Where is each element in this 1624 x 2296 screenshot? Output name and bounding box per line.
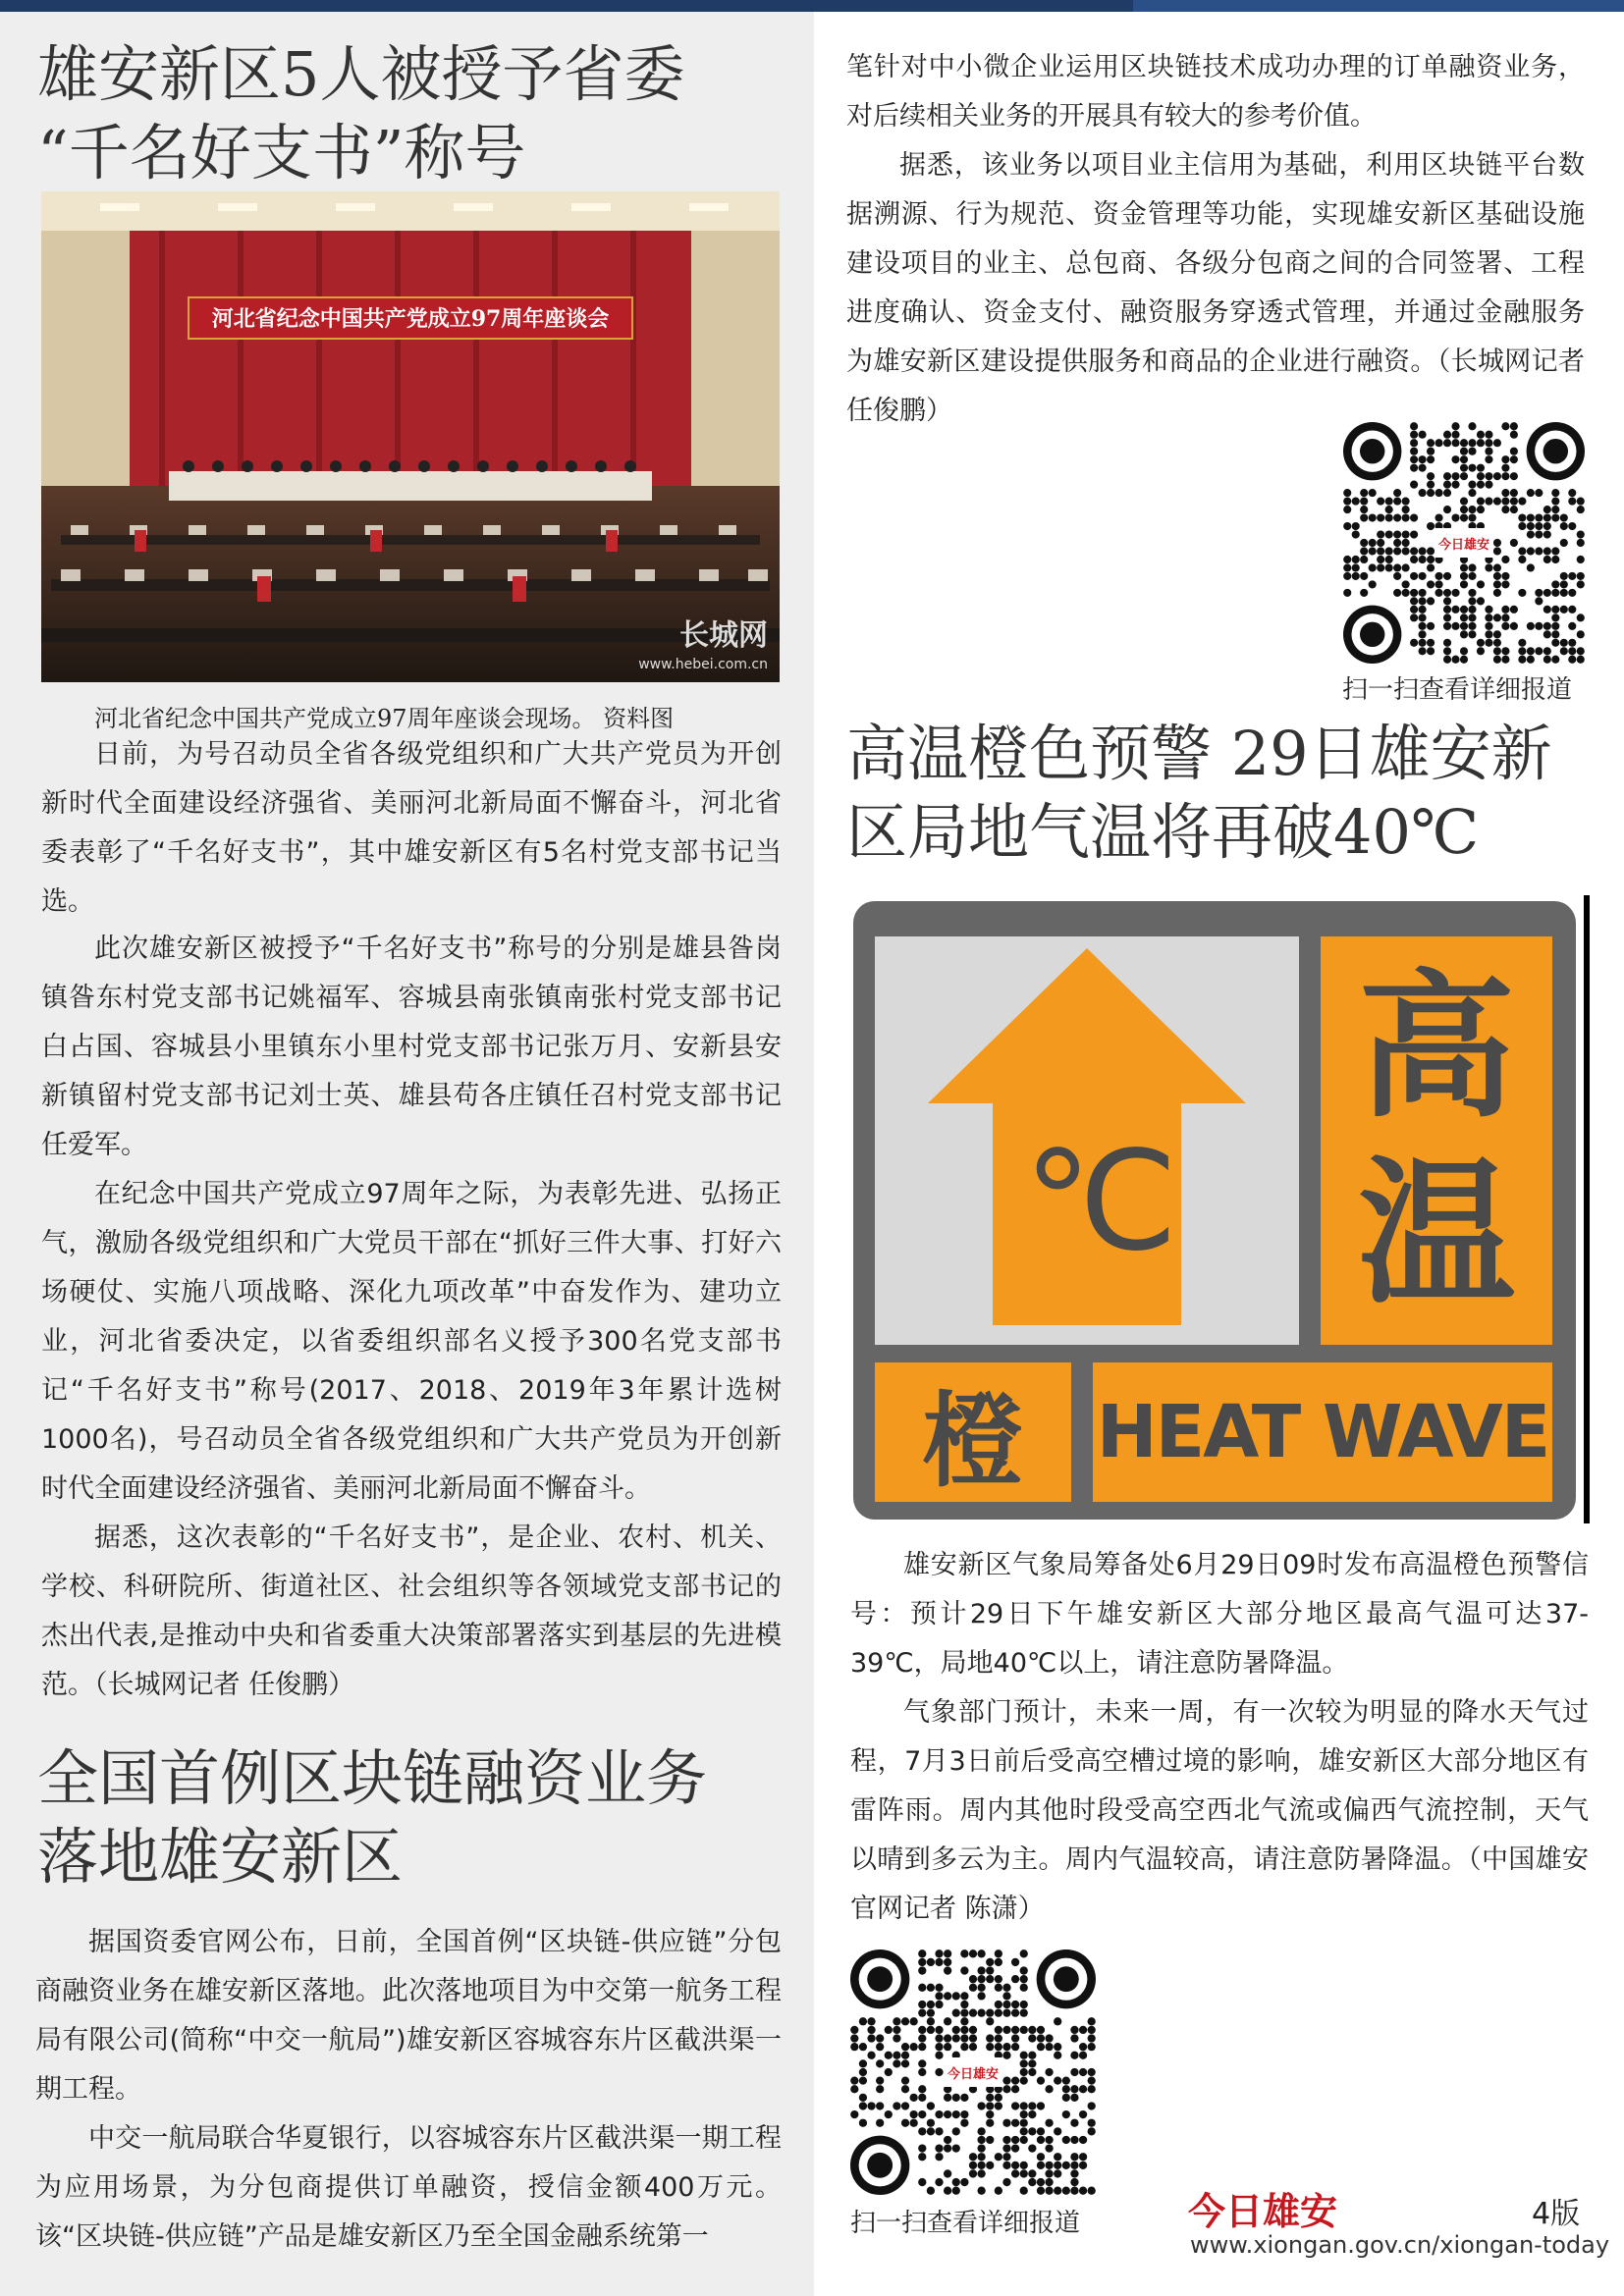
house-arrow-icon (875, 936, 1299, 1345)
article2-qr-code[interactable] (1343, 422, 1585, 664)
article1-paragraph-3: 在纪念中国共产党成立97周年之际，为表彰先进、弘扬正气，激励各级党组织和广大党员干部在“抓好三件大事、打好六场硬仗、实施八项战略、深化九项改革”中奋发作为、建功立业，河北省委决定，以省委组织部名义授予300名党支部书记“千名好支书”称号(2017、2018、2019年3年累计选树1000名)，号召动员全省各级党组织和广大共产党员为开创新时代全面建设经济强省、美丽河北新局面不懈奋斗。 (41, 1179, 782, 1504)
photo-banner-text: 河北省纪念中国共产党成立97周年座谈会 (211, 306, 610, 332)
article2-title-line1: 全国首例区块链融资业务 (37, 1742, 708, 1814)
sign-english-panel (1093, 1362, 1552, 1502)
article3-paragraph-2: 气象部门预计，未来一周，有一次较为明显的降水天气过程，7月3日前后受高空槽过境的影响，雄安新区大部分地区有雷阵雨。周内其他时段受高空西北气流或偏西气流控制，天气以晴到多云为主。周内气温较高，请注意防暑降温。（中国雄安官网记者 陈潇） (850, 1697, 1589, 1924)
photo-watermark: 长城网 (679, 618, 768, 653)
qr-logo (944, 2057, 1002, 2087)
article3-title-line1: 高温橙色预警 29日雄安新 (846, 718, 1552, 789)
sign-char-gao: 高 (1357, 955, 1515, 1139)
photo-watermark-url: www.hebei.com.cn (638, 657, 768, 672)
article2-continuation: 笔针对中小微企业运用区块链技术成功办理的订单融资业务，对后续相关业务的开展具有较大的参考价值。 (846, 52, 1585, 132)
article3-qr-caption: 扫一扫查看详细报道 (850, 2209, 1081, 2238)
sign-english-text: HEAT WAVE (1096, 1390, 1549, 1474)
article1-paragraph-4: 据悉，这次表彰的“千名好支书”，是企业、农村、机关、学校、科研院所、街道社区、社会组织等各领域党支部书记的杰出代表,是推动中央和省委重大决策部署落实到基层的先进模范。（长城网记者 任俊鹏） (41, 1522, 782, 1700)
sign-level-char: 橙 (921, 1381, 1024, 1501)
article2-paragraph-2: 中交一航局联合华夏银行，以容城容东片区截洪渠一期工程为应用场景，为分包商提供订单融资，授信金额400万元。该“区块链-供应链”产品是雄安新区乃至全国金融系统第一 (35, 2123, 782, 2252)
article3-paragraph-1: 雄安新区气象局筹备处6月29日09时发布高温橙色预警信号：预计29日下午雄安新区大部分地区最高气温可达37-39℃，局地40℃以上，请注意防暑降温。 (850, 1550, 1589, 1679)
sign-high-temp-panel (1321, 936, 1552, 1345)
article2-title-line2: 落地雄安新区 (37, 1821, 404, 1893)
article3-title (846, 715, 1612, 872)
article2-paragraph-3: 据悉，该业务以项目业主信用为基础，利用区块链平台数据溯源、行为规范、资金管理等功能，实现雄安新区基础设施建设项目的业主、总包商、各级分包商之间的合同签署、工程进度确认、资金支付、融资服务穿透式管理，并通过金融服务为雄安新区建设提供服务和商品的企业进行融资。（长城网记者 任俊鹏） (846, 150, 1585, 426)
sign-shadow-edge (1584, 895, 1590, 1523)
sign-char-wen: 温 (1357, 1142, 1515, 1325)
footer-page-number: 4版 (1532, 2197, 1581, 2231)
article1-photo-caption: 河北省纪念中国共产党成立97周年座谈会现场。 资料图 (94, 705, 675, 732)
article1-title-line1: 雄安新区5人被授予省委 (37, 38, 685, 110)
article2-title (37, 1739, 784, 1896)
qr-logo-text: 今日雄安 (1437, 537, 1489, 553)
footer-site-url[interactable]: www.xiongan.gov.cn/xiongan-today (1190, 2231, 1610, 2259)
top-bar (0, 0, 1624, 12)
qr-logo-text: 今日雄安 (947, 2066, 999, 2082)
heat-wave-warning-sign (853, 901, 1576, 1520)
meeting-hall-image (41, 191, 780, 682)
article3-qr-code[interactable] (850, 1949, 1096, 2195)
article2-paragraph-1: 据国资委官网公布，日前，全国首例“区块链-供应链”分包商融资业务在雄安新区落地。此次落地项目为中交第一航务工程局有限公司(简称“中交一航局”)雄安新区容城容东片区截洪渠一期工程。 (35, 1927, 782, 2105)
celsius-symbol: ℃ (1023, 1122, 1178, 1282)
article3-title-line2: 区局地气温将再破40℃ (846, 796, 1480, 868)
article1-title-line2: “千名好支书”称号 (37, 117, 526, 188)
top-bar-accent (1133, 0, 1624, 12)
sign-level-panel (875, 1362, 1071, 1502)
sign-thermometer-panel (875, 936, 1299, 1345)
qr-logo (1435, 528, 1493, 558)
article1-paragraph-1: 日前，为号召动员全省各级党组织和广大共产党员为开创新时代全面建设经济强省、美丽河北新局面不懈奋斗，河北省委表彰了“千名好支书”，其中雄安新区有5名村党支部书记当选。 (41, 739, 782, 917)
footer-brand-logo: 今日雄安 (1188, 2189, 1338, 2233)
article1-photo (41, 191, 780, 682)
article2-qr-caption: 扫一扫查看详细报道 (1342, 675, 1573, 705)
article1-paragraph-2: 此次雄安新区被授予“千名好支书”称号的分别是雄县昝岗镇昝东村党支部书记姚福军、容城县南张镇南张村党支部书记白占国、容城县小里镇东小里村党支部书记张万月、安新县安新镇留村党支部书记刘士英、雄县苟各庄镇任召村党支部书记任爱军。 (41, 934, 782, 1160)
article1-title (37, 35, 784, 192)
